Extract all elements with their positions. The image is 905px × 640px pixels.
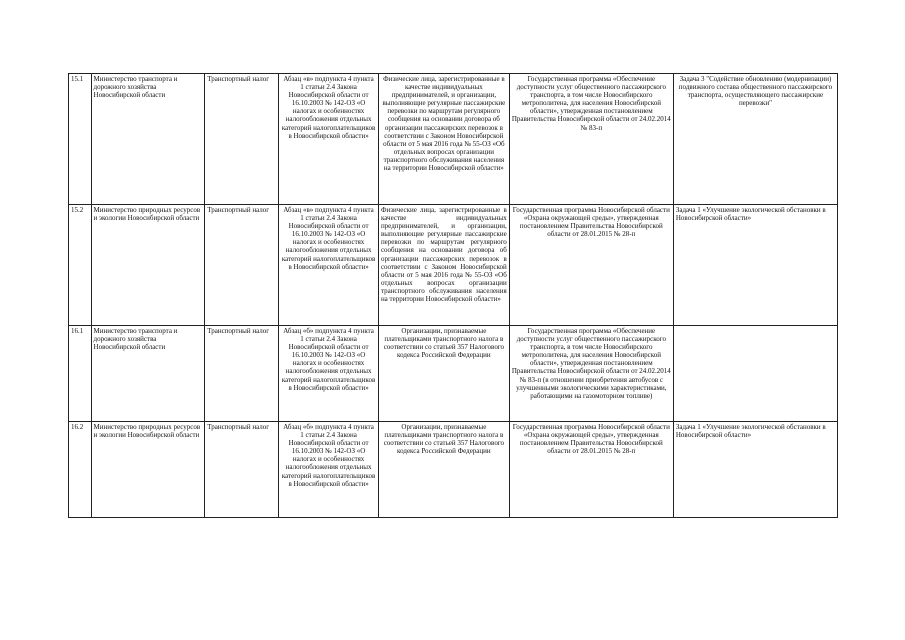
tax-type-cell: Транспортный налог [205,422,279,518]
state-program-cell: Государственная программа Новосибирской области «Охрана окружающей среды», утвержденная постановлением Правительства Новосибирской области от 28.01.2015 № 28-п [509,422,673,518]
state-program-cell: Государственная программа «Обеспечение доступности услуг общественного пассажирского транспорта, в том числе Новосибирского метрополитена, для населения Новосибирской области», утвержденная постановлением Правительства Новосибирской области от 24.02.2014 № 83-п (в отношении приобретения автобусов с улучшенными экологическими характеристиками, работающими на газомоторном топливе) [509,326,673,422]
state-program-cell: Государственная программа Новосибирской области «Охрана окружающей среды», утвержденная постановлением Правительства Новосибирской области от 28.01.2015 № 28-п [509,205,673,326]
table-row [69,326,838,422]
curator-cell: Министерство природных ресурсов и экологии Новосибирской области [91,205,205,326]
tax-type-cell: Транспортный налог [205,326,279,422]
program-task-cell: Задача 1 «Улучшение экологической обстановки в Новосибирской области» [673,205,837,326]
legal-provision-cell: Абзац «в» подпункта 4 пункта 1 статьи 2.4 Закона Новосибирской области от 16.10.2003 № 142-ОЗ «О налогах и особенностях налогообложения отдельных категорий налогоплательщиков в Новосибирской области» [279,74,379,205]
taxpayer-category-cell: Физические лица, зарегистрированные в качестве индивидуальных предпринимателей, и организации, выполняющие регулярные пассажирские перевозки по маршрутам регулярного сообщения на основании договора об организации пассажирских перевозок в соответствии с Законом Новосибирской области от 5 мая 2016 года № 55-ОЗ «Об отдельных вопросах организации транспортного обслуживания населения на территории Новосибирской области» [378,205,509,326]
state-program-cell: Государственная программа «Обеспечение доступности услуг общественного пассажирского транспорта, в том числе Новосибирского метрополитена, для населения Новосибирской области», утвержденная постановлением Правительства Новосибирской области от 24.02.2014 № 83-п [509,74,673,205]
table-row [69,205,838,326]
row-number: 15.1 [69,74,92,205]
legal-provision-cell: Абзац «в» подпункта 4 пункта 1 статьи 2.4 Закона Новосибирской области от 16.10.2003 № 142-ОЗ «О налогах и особенностях налогообложения отдельных категорий налогоплательщиков в Новосибирской области» [279,205,379,326]
program-task-cell [673,326,837,422]
row-number: 16.1 [69,326,92,422]
row-number: 16.2 [69,422,92,518]
tax-type-cell: Транспортный налог [205,205,279,326]
row-number: 15.2 [69,205,92,326]
tax-type-cell: Транспортный налог [205,74,279,205]
taxpayer-category-cell: Организации, признаваемые плательщиками транспортного налога в соответствии со статьей 357 Налогового кодекса Российской Федерации [378,422,509,518]
table-row [69,74,838,205]
taxpayer-category-cell: Организации, признаваемые плательщиками транспортного налога в соответствии со статьей 357 Налогового кодекса Российской Федерации [378,326,509,422]
legal-provision-cell: Абзац «б» подпункта 4 пункта 1 статьи 2.4 Закона Новосибирской области от 16.10.2003 № 142-ОЗ «О налогах и особенностях налогообложения отдельных категорий налогоплательщиков в Новосибирской области» [279,422,379,518]
program-task-cell: Задача 1 «Улучшение экологической обстановки в Новосибирской области» [673,422,837,518]
table-row [69,422,838,518]
legal-provision-cell: Абзац «б» подпункта 4 пункта 1 статьи 2.4 Закона Новосибирской области от 16.10.2003 № 142-ОЗ «О налогах и особенностях налогообложения отдельных категорий налогоплательщиков в Новосибирской области» [279,326,379,422]
tax-expenditure-table [68,73,838,518]
curator-cell: Министерство транспорта и дорожного хозяйства Новосибирской области [91,326,205,422]
program-task-cell: Задача 3 "Содействие обновлению (модернизации) подвижного состава общественного пассажирского транспорта, осуществляющего пассажирские перевозки" [673,74,837,205]
taxpayer-category-cell: Физические лица, зарегистрированные в качестве индивидуальных предпринимателей, и организации, выполняющие регулярные пассажирские перевозки по маршрутам регулярного сообщения на основании договора об организации пассажирских перевозок в соответствии с Законом Новосибирской области от 5 мая 2016 года № 55-ОЗ «Об отдельных вопросах организации транспортного обслуживания населения на территории Новосибирской области» [378,74,509,205]
curator-cell: Министерство транспорта и дорожного хозяйства Новосибирской области [91,74,205,205]
curator-cell: Министерство природных ресурсов и экологии Новосибирской области [91,422,205,518]
